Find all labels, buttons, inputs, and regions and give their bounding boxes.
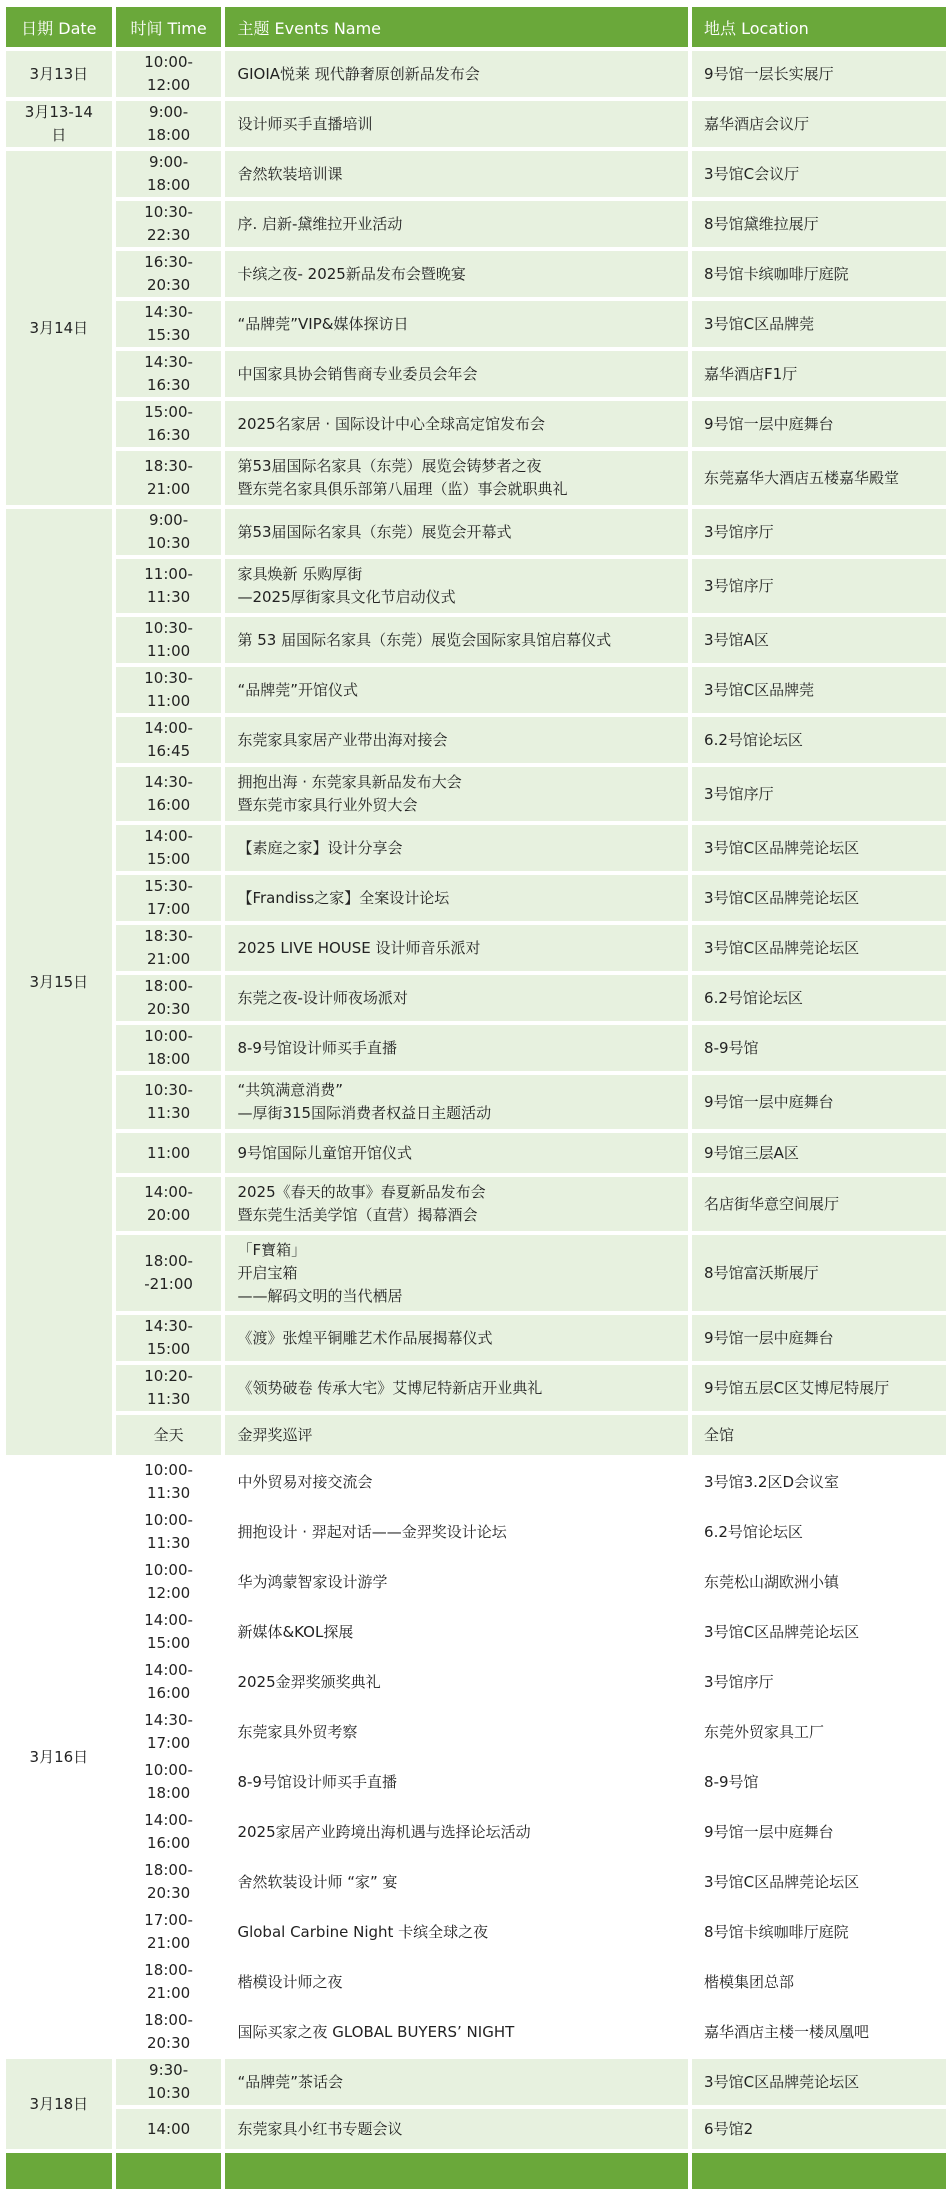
header-time: 时间 Time <box>116 7 222 47</box>
time-cell: 14:00-16:45 <box>116 717 222 763</box>
event-name-line: 2025 LIVE HOUSE 设计师音乐派对 <box>237 938 481 957</box>
location-cell: 3号馆C区品牌莞论坛区 <box>692 2059 946 2105</box>
event-cell <box>225 1709 688 1755</box>
table-row <box>6 2109 946 2149</box>
table-row <box>6 925 946 971</box>
time-cell: 14:30-15:00 <box>116 1315 222 1361</box>
event-name-line: 设计师买手直播培训 <box>237 114 373 133</box>
location-cell: 8-9号馆 <box>692 1025 946 1071</box>
time-cell: 18:00-20:30 <box>116 2009 222 2055</box>
event-cell <box>225 1315 688 1361</box>
location-cell: 3号馆C区品牌莞论坛区 <box>692 825 946 871</box>
location-cell: 8号馆卡缤咖啡厅庭院 <box>692 1909 946 1955</box>
time-cell: 10:20-11:30 <box>116 1365 222 1411</box>
table-row <box>6 617 946 663</box>
table-row <box>6 1609 946 1655</box>
table-row <box>6 875 946 921</box>
table-row <box>6 1859 946 1905</box>
date-cell: 3月15日 <box>6 509 112 1455</box>
location-cell: 6号馆2 <box>692 2109 946 2149</box>
table-row <box>6 1315 946 1361</box>
event-name-line: 新媒体&KOL探展 <box>237 1622 354 1641</box>
event-name-line: 拥抱出海 · 东莞家具新品发布大会 <box>237 773 462 791</box>
event-name-line: 2025《春天的故事》春夏新品发布会 <box>237 1183 486 1201</box>
time-cell: 14:30-16:30 <box>116 351 222 397</box>
table-row <box>6 201 946 247</box>
time-cell: 17:00-21:00 <box>116 1909 222 1955</box>
table-row <box>6 1659 946 1705</box>
header-location: 地点 Location <box>692 7 946 47</box>
location-cell: 3号馆序厅 <box>692 559 946 613</box>
time-cell: 14:30-15:30 <box>116 301 222 347</box>
table-row <box>6 509 946 555</box>
time-cell: 14:00-15:00 <box>116 825 222 871</box>
location-cell: 楷模集团总部 <box>692 1959 946 2005</box>
event-name-line: 序. 启新-黛维拉开业活动 <box>237 214 403 233</box>
table-row <box>6 1459 946 1505</box>
time-cell: 18:30-21:00 <box>116 925 222 971</box>
event-cell <box>225 1415 688 1455</box>
time-cell: 10:30-11:00 <box>116 617 222 663</box>
event-cell <box>225 509 688 555</box>
location-cell: 东莞外贸家具工厂 <box>692 1709 946 1755</box>
event-cell <box>225 1025 688 1071</box>
footer-cell <box>116 2153 222 2189</box>
location-cell: 3号馆C区品牌莞论坛区 <box>692 1609 946 1655</box>
event-cell <box>225 717 688 763</box>
event-cell <box>225 2059 688 2105</box>
event-cell <box>225 1809 688 1855</box>
table-row <box>6 51 946 97</box>
location-cell: 9号馆一层长实展厅 <box>692 51 946 97</box>
location-cell: 3号馆序厅 <box>692 767 946 821</box>
time-cell: 15:30-17:00 <box>116 875 222 921</box>
event-name-line: 东莞家具外贸考察 <box>237 1722 358 1741</box>
event-name-line: 华为鸿蒙智家设计游学 <box>237 1572 388 1591</box>
event-cell <box>225 1609 688 1655</box>
date-cell: 3月14日 <box>6 151 112 505</box>
table-row <box>6 767 946 821</box>
location-cell: 8号馆卡缤咖啡厅庭院 <box>692 251 946 297</box>
date-cell: 3月18日 <box>6 2059 112 2149</box>
event-cell <box>225 151 688 197</box>
location-cell: 9号馆一层中庭舞台 <box>692 401 946 447</box>
location-cell: 6.2号馆论坛区 <box>692 1509 946 1555</box>
footer-cell <box>225 2153 688 2189</box>
event-cell <box>225 1859 688 1905</box>
time-cell: 10:00-11:30 <box>116 1509 222 1555</box>
time-cell: 10:00-18:00 <box>116 1025 222 1071</box>
event-name-line: 金羿奖巡评 <box>237 1425 313 1444</box>
event-cell <box>225 1459 688 1505</box>
event-cell <box>225 51 688 97</box>
time-cell: 18:00-20:30 <box>116 975 222 1021</box>
event-name-line: 东莞之夜-设计师夜场派对 <box>237 988 408 1007</box>
location-cell: 3号馆C区品牌莞 <box>692 667 946 713</box>
location-cell: 8号馆黛维拉展厅 <box>692 201 946 247</box>
event-cell <box>225 767 688 821</box>
time-cell: 18:00-21:00 <box>116 1959 222 2005</box>
schedule-body <box>6 51 946 2149</box>
table-row <box>6 301 946 347</box>
table-row <box>6 1809 946 1855</box>
time-cell: 10:00-12:00 <box>116 1559 222 1605</box>
event-name-line: “品牌莞”茶话会 <box>237 2072 344 2091</box>
event-name-line: 中国家具协会销售商专业委员会年会 <box>237 364 478 383</box>
event-name-line: 暨东莞名家具俱乐部第八届理（监）事会就职典礼 <box>237 480 568 498</box>
event-name-line: 暨东莞生活美学馆（直营）揭幕酒会 <box>237 1206 478 1224</box>
event-cell <box>225 975 688 1021</box>
table-row <box>6 1709 946 1755</box>
table-row <box>6 1559 946 1605</box>
event-name-line: “品牌莞”VIP&媒体探访日 <box>237 314 409 333</box>
time-cell: 18:00-20:30 <box>116 1859 222 1905</box>
location-cell: 东莞嘉华大酒店五楼嘉华殿堂 <box>692 451 946 505</box>
event-cell <box>225 201 688 247</box>
header-event: 主题 Events Name <box>225 7 688 47</box>
event-cell <box>225 1133 688 1173</box>
table-row <box>6 1177 946 1231</box>
event-cell <box>225 2109 688 2149</box>
event-cell <box>225 1559 688 1605</box>
event-cell <box>225 351 688 397</box>
table-row <box>6 1075 946 1129</box>
location-cell: 9号馆一层中庭舞台 <box>692 1075 946 1129</box>
location-cell: 9号馆一层中庭舞台 <box>692 1809 946 1855</box>
event-cell <box>225 559 688 613</box>
event-name-line: —2025厚街家具文化节启动仪式 <box>237 588 456 606</box>
location-cell: 6.2号馆论坛区 <box>692 717 946 763</box>
event-name-line: 开启宝箱 <box>237 1263 298 1282</box>
event-name-line: “品牌莞”开馆仪式 <box>237 680 359 699</box>
location-cell: 3号馆C区品牌莞论坛区 <box>692 875 946 921</box>
table-row <box>6 667 946 713</box>
location-cell: 8-9号馆 <box>692 1759 946 1805</box>
location-cell: 9号馆三层A区 <box>692 1133 946 1173</box>
time-cell: 10:30-11:30 <box>116 1075 222 1129</box>
event-cell <box>225 1659 688 1705</box>
time-cell: 14:00-16:00 <box>116 1809 222 1855</box>
event-name-line: 暨东莞市家具行业外贸大会 <box>237 796 418 814</box>
event-cell <box>225 1075 688 1129</box>
location-cell: 6.2号馆论坛区 <box>692 975 946 1021</box>
time-cell: 14:00-16:00 <box>116 1659 222 1705</box>
location-cell: 3号馆C区品牌莞论坛区 <box>692 1859 946 1905</box>
event-cell <box>225 251 688 297</box>
location-cell: 3号馆C会议厅 <box>692 151 946 197</box>
event-name-line: 卡缤之夜- 2025新品发布会暨晚宴 <box>237 264 466 283</box>
table-header-row <box>6 7 946 47</box>
table-row <box>6 975 946 1021</box>
event-schedule-table <box>2 3 950 2193</box>
event-name-line: Global Carbine Night 卡缤全球之夜 <box>237 1922 489 1941</box>
time-cell: 14:00 <box>116 2109 222 2149</box>
time-cell: 10:00-12:00 <box>116 51 222 97</box>
time-cell: 10:30-22:30 <box>116 201 222 247</box>
location-cell: 名店街华意空间展厅 <box>692 1177 946 1231</box>
table-row <box>6 2059 946 2105</box>
table-row <box>6 1509 946 1555</box>
event-name-line: 舍然软装培训课 <box>237 164 343 183</box>
event-name-line: 舍然软装设计师 “家” 宴 <box>237 1872 398 1891</box>
table-row <box>6 1415 946 1455</box>
table-row <box>6 1759 946 1805</box>
time-cell: 11:00-11:30 <box>116 559 222 613</box>
event-name-line: 家具焕新 乐购厚街 <box>237 565 363 583</box>
time-cell: 10:30-11:00 <box>116 667 222 713</box>
footer-cell <box>6 2153 112 2189</box>
event-cell <box>225 1909 688 1955</box>
table-row <box>6 1133 946 1173</box>
time-cell: 14:00-20:00 <box>116 1177 222 1231</box>
event-name-line: 8-9号馆设计师买手直播 <box>237 1038 397 1057</box>
table-row <box>6 451 946 505</box>
event-cell <box>225 1759 688 1805</box>
event-cell <box>225 825 688 871</box>
event-name-line: 8-9号馆设计师买手直播 <box>237 1772 397 1791</box>
location-cell: 3号馆C区品牌莞论坛区 <box>692 925 946 971</box>
event-name-line: 《渡》张煌平铜雕艺术作品展揭幕仪式 <box>237 1328 493 1347</box>
event-cell <box>225 1509 688 1555</box>
event-name-line: 东莞家具家居产业带出海对接会 <box>237 730 448 749</box>
event-name-line: 第 53 届国际名家具（东莞）展览会国际家具馆启幕仪式 <box>237 630 612 649</box>
time-cell: 9:00-10:30 <box>116 509 222 555</box>
event-cell <box>225 451 688 505</box>
date-cell: 3月13日 <box>6 51 112 97</box>
time-cell: 10:00-18:00 <box>116 1759 222 1805</box>
time-cell: 14:30-17:00 <box>116 1709 222 1755</box>
footer-cell <box>692 2153 946 2189</box>
event-name-line: 2025家居产业跨境出海机遇与选择论坛活动 <box>237 1822 531 1841</box>
event-cell <box>225 875 688 921</box>
event-name-line: 国际买家之夜 GLOBAL BUYERS’ NIGHT <box>237 2022 515 2041</box>
time-cell: 15:00-16:30 <box>116 401 222 447</box>
time-cell: 10:00-11:30 <box>116 1459 222 1505</box>
event-name-line: ——解码文明的当代栖居 <box>237 1286 403 1305</box>
location-cell: 3号馆A区 <box>692 617 946 663</box>
table-row <box>6 251 946 297</box>
event-name-line: 《领势破卷 传承大宅》艾博尼特新店开业典礼 <box>237 1378 543 1397</box>
time-cell: 18:00--21:00 <box>116 1235 222 1311</box>
date-cell: 3月13-14日 <box>6 101 112 147</box>
event-cell <box>225 1959 688 2005</box>
time-cell: 11:00 <box>116 1133 222 1173</box>
event-name-line: 「F寶箱」 <box>237 1240 307 1259</box>
location-cell: 3号馆序厅 <box>692 1659 946 1705</box>
location-cell: 全馆 <box>692 1415 946 1455</box>
table-row <box>6 101 946 147</box>
time-cell: 14:30-16:00 <box>116 767 222 821</box>
time-cell: 9:00-18:00 <box>116 101 222 147</box>
event-cell <box>225 1365 688 1411</box>
event-name-line: 9号馆国际儿童馆开馆仪式 <box>237 1143 413 1162</box>
location-cell: 9号馆一层中庭舞台 <box>692 1315 946 1361</box>
event-name-line: 第53届国际名家具（东莞）展览会铸梦者之夜 <box>237 457 542 475</box>
event-name-line: 拥抱设计 · 羿起对话——金羿奖设计论坛 <box>237 1522 507 1541</box>
event-cell <box>225 401 688 447</box>
event-name-line: 2025名家居 · 国际设计中心全球高定馆发布会 <box>237 414 545 433</box>
table-footer-row <box>6 2153 946 2189</box>
location-cell: 8号馆富沃斯展厅 <box>692 1235 946 1311</box>
table-row <box>6 1959 946 2005</box>
time-cell: 9:30-10:30 <box>116 2059 222 2105</box>
table-row <box>6 151 946 197</box>
table-row <box>6 2009 946 2055</box>
location-cell: 嘉华酒店F1厅 <box>692 351 946 397</box>
event-cell <box>225 925 688 971</box>
time-cell: 14:00-15:00 <box>116 1609 222 1655</box>
table-row <box>6 351 946 397</box>
location-cell: 3号馆C区品牌莞 <box>692 301 946 347</box>
event-cell <box>225 1235 688 1311</box>
event-name-line: 东莞家具小红书专题会议 <box>237 2119 403 2138</box>
event-name-line: 第53届国际名家具（东莞）展览会开幕式 <box>237 522 512 541</box>
event-cell <box>225 301 688 347</box>
table-row <box>6 1235 946 1311</box>
event-name-line: 2025金羿奖颁奖典礼 <box>237 1672 381 1691</box>
time-cell: 18:30-21:00 <box>116 451 222 505</box>
location-cell: 3号馆3.2区D会议室 <box>692 1459 946 1505</box>
event-cell <box>225 1177 688 1231</box>
location-cell: 东莞松山湖欧洲小镇 <box>692 1559 946 1605</box>
event-name-line: 【Frandiss之家】全案设计论坛 <box>237 888 450 907</box>
event-name-line: 中外贸易对接交流会 <box>237 1472 373 1491</box>
table-row <box>6 825 946 871</box>
event-name-line: 【素庭之家】设计分享会 <box>237 838 403 857</box>
location-cell: 3号馆序厅 <box>692 509 946 555</box>
location-cell: 嘉华酒店会议厅 <box>692 101 946 147</box>
time-cell: 16:30-20:30 <box>116 251 222 297</box>
table-row <box>6 1909 946 1955</box>
table-row <box>6 717 946 763</box>
time-cell: 全天 <box>116 1415 222 1455</box>
event-name-line: GIOIA悦莱 现代静奢原创新品发布会 <box>237 64 480 83</box>
event-cell <box>225 2009 688 2055</box>
location-cell: 9号馆五层C区艾博尼特展厅 <box>692 1365 946 1411</box>
event-name-line: —厚街315国际消费者权益日主题活动 <box>237 1104 492 1122</box>
table-row <box>6 559 946 613</box>
table-row <box>6 1025 946 1071</box>
event-cell <box>225 667 688 713</box>
header-date: 日期 Date <box>6 7 112 47</box>
location-cell: 嘉华酒店主楼一楼凤凰吧 <box>692 2009 946 2055</box>
time-cell: 9:00-18:00 <box>116 151 222 197</box>
table-row <box>6 1365 946 1411</box>
event-cell <box>225 617 688 663</box>
event-name-line: 楷模设计师之夜 <box>237 1972 343 1991</box>
table-row <box>6 401 946 447</box>
event-name-line: “共筑满意消费” <box>237 1081 344 1099</box>
date-cell: 3月16日 <box>6 1459 112 2055</box>
event-cell <box>225 101 688 147</box>
